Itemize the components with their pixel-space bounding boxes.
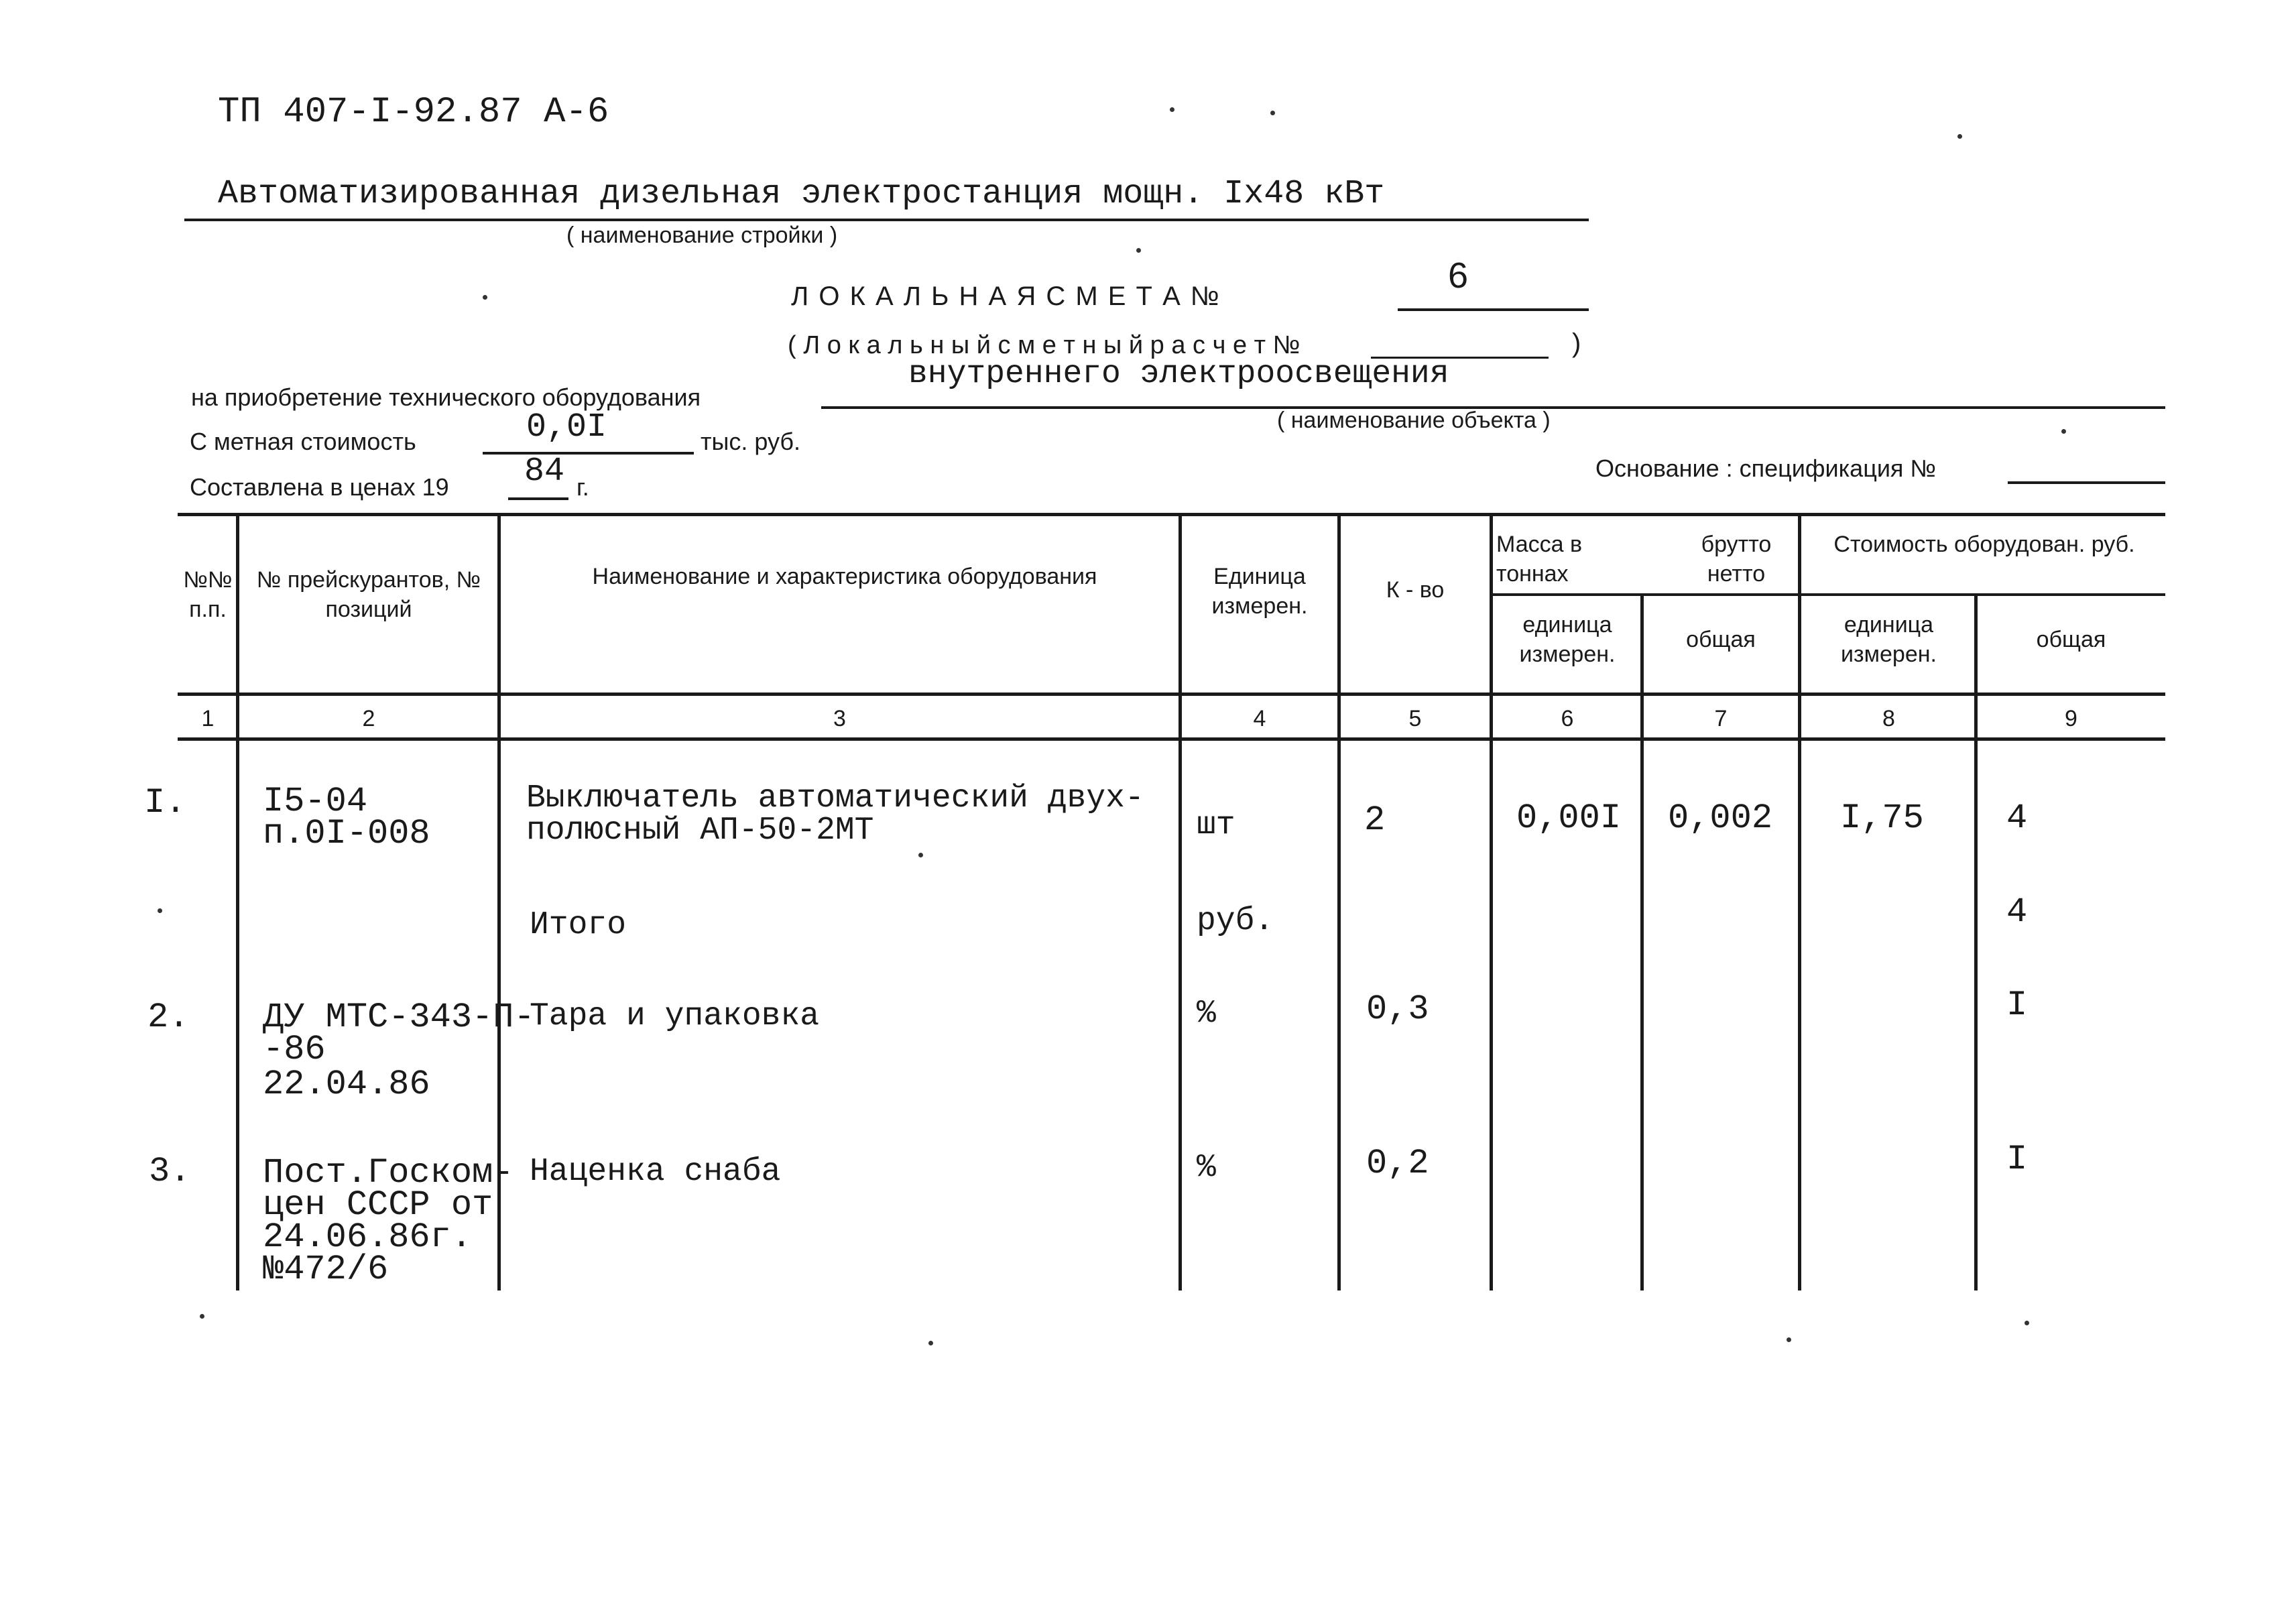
object-caption: ( наименование объекта ) bbox=[1277, 408, 1551, 433]
col-number: 4 bbox=[1253, 706, 1266, 731]
header-bottom-rule bbox=[178, 693, 2165, 696]
cost-underline bbox=[483, 452, 694, 455]
construction-underline bbox=[184, 219, 1589, 221]
header-col5: К - во bbox=[1386, 577, 1445, 603]
col-number: 5 bbox=[1408, 706, 1422, 731]
header-col9: общая bbox=[2036, 627, 2106, 652]
row-cost-total: I bbox=[2006, 1140, 2028, 1179]
row-ref-line: 24.06.86г. bbox=[263, 1217, 473, 1257]
cost-unit: тыс. руб. bbox=[701, 428, 801, 455]
col-number: 6 bbox=[1561, 706, 1574, 731]
header-col3: Наименование и характеристика оборудования bbox=[592, 564, 1097, 589]
col-number: 8 bbox=[1882, 706, 1895, 731]
scan-speck bbox=[200, 1314, 204, 1319]
col-divider-4 bbox=[1337, 513, 1341, 1290]
row-ref-line: №472/6 bbox=[263, 1250, 389, 1289]
prices-suffix: г. bbox=[577, 473, 589, 501]
row-name-line: Тара и упаковка bbox=[530, 998, 820, 1034]
scan-speck bbox=[1170, 107, 1174, 112]
row-unit: % bbox=[1197, 1150, 1216, 1186]
header-col1: №№ п.п. bbox=[183, 567, 233, 622]
scan-speck bbox=[1270, 111, 1275, 115]
scan-speck bbox=[1136, 248, 1141, 253]
header-mass-group: Масса в тоннах bbox=[1496, 532, 1583, 587]
col-divider-8 bbox=[1974, 593, 1978, 1290]
col-divider-3 bbox=[1179, 513, 1182, 1290]
prices-year: 84 bbox=[524, 453, 565, 491]
scan-speck bbox=[918, 853, 923, 857]
estimate-number-line bbox=[1398, 308, 1589, 311]
row-unit: руб. bbox=[1197, 903, 1274, 939]
row-ref-line: Пост.Госком- bbox=[263, 1153, 514, 1193]
header-mass-brutto-netto: брутто нетто bbox=[1701, 532, 1772, 587]
scan-speck bbox=[2061, 429, 2066, 434]
row-ref-line: п.0I-008 bbox=[263, 814, 430, 853]
row-cost-total: I bbox=[2006, 985, 2028, 1025]
row-mass-total: 0,002 bbox=[1668, 798, 1773, 838]
row-name-line: Итого bbox=[530, 907, 627, 943]
row-ref-line: цен СССР от bbox=[263, 1185, 493, 1225]
header-col2: № прейскурантов, № позиций bbox=[256, 567, 481, 622]
object-name: внутреннего электроосвещения bbox=[908, 356, 1449, 392]
scan-speck bbox=[1787, 1337, 1791, 1342]
row-number: 2. bbox=[147, 998, 190, 1037]
row-name-line: полюсный АП-50-2МТ bbox=[526, 813, 874, 849]
header-col4: Единица измерен. bbox=[1211, 564, 1308, 619]
row-ref-line: ДУ МТС-343-П- bbox=[263, 998, 535, 1037]
row-name-line: Наценка снаба bbox=[530, 1154, 781, 1190]
row-ref-line: -86 bbox=[263, 1030, 326, 1069]
col-number: 9 bbox=[2065, 706, 2077, 731]
estimate-number: 6 bbox=[1448, 255, 1469, 296]
table-top-rule bbox=[178, 513, 2165, 516]
scan-speck bbox=[928, 1341, 933, 1345]
row-cost-unit: I,75 bbox=[1840, 798, 1924, 838]
row-cost-total: 4 bbox=[2006, 798, 2028, 838]
document-code: ТП 407-I-92.87 А-6 bbox=[218, 92, 609, 133]
row-number: I. bbox=[144, 783, 186, 823]
row-mass-unit: 0,00I bbox=[1516, 798, 1622, 838]
basis-label: Основание : спецификация № bbox=[1595, 455, 1937, 482]
cost-label: С метная стоимость bbox=[190, 428, 416, 455]
prices-label: Составлена в ценах 19 bbox=[190, 473, 449, 501]
row-unit: шт bbox=[1197, 807, 1235, 843]
scan-speck bbox=[1957, 134, 1962, 139]
row-qty: 2 bbox=[1364, 800, 1386, 840]
row-ref-line: I5-04 bbox=[263, 782, 368, 821]
row-cost-total: 4 bbox=[2006, 892, 2028, 932]
construction-name: Автоматизированная дизельная электростанция мощн. Iх48 кВт bbox=[218, 175, 1385, 213]
row-number: 3. bbox=[149, 1152, 191, 1191]
header-col8: единица измерен. bbox=[1841, 612, 1937, 667]
mass-subheader-rule bbox=[1492, 593, 1807, 596]
row-qty: 0,2 bbox=[1366, 1144, 1429, 1183]
basis-underline bbox=[2008, 481, 2165, 484]
scan-speck bbox=[483, 295, 487, 300]
calc-close: ) bbox=[1572, 328, 1581, 358]
estimate-title: Л О К А Л Ь Н А Я С М Е Т А № bbox=[791, 282, 1221, 311]
header-cost-group: Стоимость оборудован. руб. bbox=[1833, 532, 2135, 557]
calc-title: ( Л о к а л ь н ы й с м е т н ы й р а с ч е т № bbox=[788, 331, 1301, 359]
purpose-label: на приобретение технического оборудования bbox=[191, 383, 701, 411]
col-divider-6 bbox=[1640, 593, 1644, 1290]
row-name-line: Выключатель автоматический двух- bbox=[526, 780, 1144, 817]
row-unit: % bbox=[1197, 996, 1216, 1032]
col-number: 2 bbox=[362, 706, 375, 731]
cost-subheader-rule bbox=[1803, 593, 2165, 596]
col-number: 3 bbox=[833, 706, 846, 731]
scan-speck bbox=[158, 908, 162, 913]
colnum-bottom-rule bbox=[178, 737, 2165, 741]
col-number: 7 bbox=[1714, 706, 1728, 731]
construction-caption: ( наименование стройки ) bbox=[566, 223, 838, 248]
row-qty: 0,3 bbox=[1366, 989, 1429, 1029]
cost-value: 0,0I bbox=[526, 408, 607, 446]
row-ref-line: 22.04.86 bbox=[263, 1065, 430, 1104]
prices-year-underline bbox=[508, 497, 568, 500]
scan-speck bbox=[2025, 1321, 2029, 1325]
header-col6: единица измерен. bbox=[1519, 612, 1616, 667]
col-number: 1 bbox=[201, 706, 215, 731]
col-divider-5 bbox=[1490, 513, 1493, 1290]
col-divider-1 bbox=[236, 513, 239, 1290]
col-divider-7 bbox=[1798, 513, 1801, 1290]
header-col7: общая bbox=[1686, 627, 1756, 652]
